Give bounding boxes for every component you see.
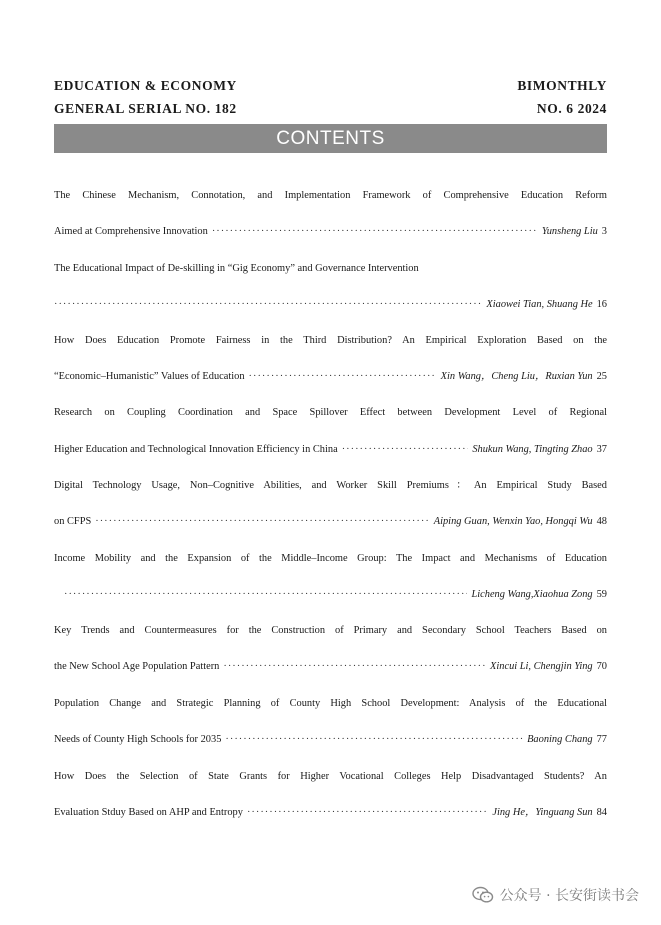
article-8-title-line-1: Population Change and Strategic Planning of County High School Development: Analysis of the Educational [54,698,607,709]
dot-leader [54,298,482,312]
article-4-page: 37 [596,444,607,455]
article-7-authors: Xincui Li, Chengjin Ying [490,661,593,672]
article-8-title-line-2: Needs of County High Schools for 2035 [54,734,222,745]
dot-leader [225,733,523,747]
article-3-authors: Xin Wang，Cheng Liu，Ruxian Yun [440,371,593,382]
watermark [472,885,639,905]
article-6-page: 59 [596,589,607,600]
dot-leader [95,515,429,529]
article-7-title-line-2: the New School Age Population Pattern [54,661,220,672]
article-6-entry [54,588,607,602]
article-4-title-line-1: Research on Coupling Coordination and Space Spillover Effect between Development Level of Regional [54,407,607,418]
article-5-authors: Aiping Guan, Wenxin Yao, Hongqi Wu [433,516,593,527]
dot-leader [247,806,488,820]
journal-name: EDUCATION & ECONOMY [54,78,237,93]
dot-leader [212,225,538,239]
contents-banner: CONTENTS [54,124,607,153]
article-7-page: 70 [596,661,607,672]
issue-number: NO. 6 2024 [536,101,607,116]
article-9-title-line-2: Evaluation Stduy Based on AHP and Entropy [54,807,243,818]
article-2-authors: Xiaowei Tian, Shuang He [486,299,593,310]
article-4-entry [54,443,607,457]
dot-leader [249,370,437,384]
article-5-page: 48 [596,516,607,527]
article-1-title-line-1: The Chinese Mechanism, Connotation, and Implementation Framework of Comprehensive Education Reform [54,190,607,201]
article-4-title-line-2: Higher Education and Technological Innovation Efficiency in China [54,444,338,455]
dot-leader [342,443,469,457]
article-2-entry [54,298,607,312]
general-serial-number: GENERAL SERIAL NO. 182 [54,101,237,116]
article-3-entry [54,370,607,384]
article-2-page: 16 [596,299,607,310]
article-7-entry [54,660,607,674]
article-3-page: 25 [596,371,607,382]
article-1-page: 3 [601,226,607,237]
frequency-label: BIMONTHLY [517,78,607,93]
article-8-authors: Baoning Chang [527,734,593,745]
article-6-title-line-1: Income Mobility and the Expansion of the Middle–Income Group: The Impact and Mechanisms of Education [54,553,607,564]
article-3-title-line-1: How Does Education Promote Fairness in the Third Distribution? An Empirical Exploration Based on the [54,335,607,346]
article-9-authors: Jing He，Yinguang Sun [492,807,593,818]
article-9-page: 84 [596,807,607,818]
article-9-entry [54,806,607,820]
article-1-authors: Yunsheng Liu [541,226,598,237]
dot-leader [223,660,486,674]
dot-leader [64,588,467,602]
watermark-text: 公众号 · 长安街读书会 [499,888,639,904]
article-2-title-line-1: The Educational Impact of De-skilling in “Gig Economy” and Governance Intervention [54,263,419,274]
article-8-entry [54,733,607,747]
article-9-title-line-1: How Does the Selection of State Grants for Higher Vocational Colleges Help Disadvantaged Students? An [54,771,607,782]
article-5-entry [54,515,607,529]
article-1-entry [54,225,607,239]
article-5-title-line-1: Digital Technology Usage, Non–Cognitive Abilities, and Worker Skill Premiums：An Empirical Study Based [54,480,607,491]
article-7-title-line-1: Key Trends and Countermeasures for the Construction of Primary and Secondary School Teachers Based on [54,625,607,636]
article-8-page: 77 [596,734,607,745]
article-1-title-line-2: Aimed at Comprehensive Innovation [54,226,208,237]
article-5-title-line-2: on CFPS [54,516,92,527]
article-4-authors: Shukun Wang, Tingting Zhao [472,444,593,455]
article-3-title-line-2: “Economic–Humanistic” Values of Education [54,371,245,382]
wechat-icon [472,886,494,904]
article-6-authors: Licheng Wang,Xiaohua Zong [471,589,593,600]
